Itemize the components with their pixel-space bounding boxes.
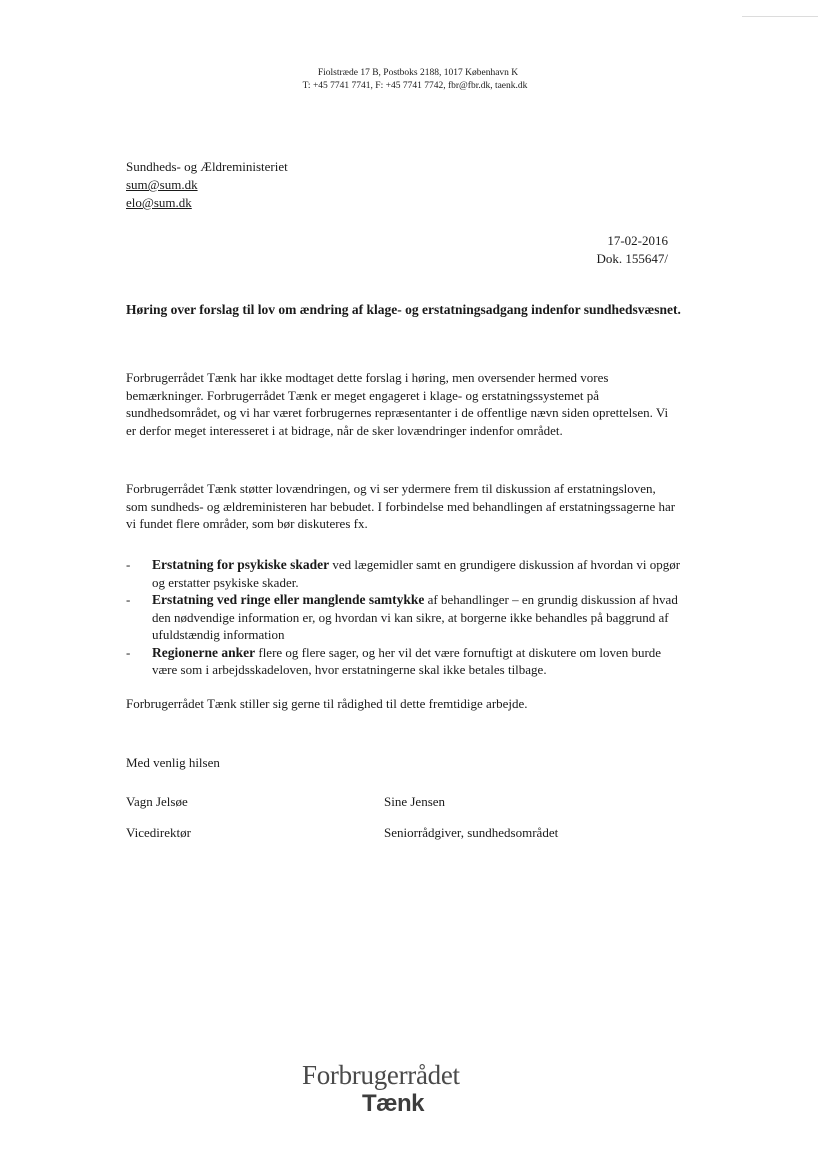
closing-greeting: Med venlig hilsen (126, 755, 220, 770)
recipient-block (126, 158, 288, 212)
bullet-heading: Regionerne anker (152, 644, 256, 660)
bullet-item (126, 556, 686, 591)
letter-subject: Høring over forslag til lov om ændring af klage- og erstatningsadgang indenfor sundhedsvæsnet. (126, 302, 681, 317)
bullet-text: flere og flere sager, og her vil det være fornuftigt at diskutere om loven burde være som i arbejdsskadeloven, hvor erstatningerne skal ikke betales tilbage. (152, 644, 662, 677)
bullet-dash: - (126, 557, 131, 572)
letter-date: 17-02-2016 (607, 233, 668, 248)
bullet-text: ved lægemidler samt en grundigere diskussion af hvordan vi opgør og erstatter psykiske skader. (152, 557, 681, 590)
bullet-item (126, 644, 686, 679)
recipient-name: Sundheds- og Ældreministeriet (126, 159, 288, 174)
signatory-title-1: Vicedirektør (126, 825, 191, 840)
bullet-dash: - (126, 644, 131, 660)
logo-line-2: Tænk (362, 1090, 425, 1117)
recipient-email-link-2[interactable]: elo@sum.dk (126, 195, 192, 210)
forbrugerraadet-logo (302, 1060, 502, 1118)
bullet-heading: Erstatning for psykiske skader (152, 557, 330, 572)
signatory-name-2: Sine Jensen (384, 794, 446, 809)
signatory-name-1: Vagn Jelsøe (126, 794, 188, 809)
bullet-list (126, 556, 686, 679)
bullet-text: af behandlinger – en grundig diskussion af hvad den nødvendige information er, og hvordan vi kan sikre, at borgerne ikke behandles på baggrund af ufuldstændig information (152, 592, 678, 642)
document-reference: Dok. 155647/ (596, 251, 668, 266)
scan-edge-line (742, 16, 818, 17)
letterhead-address: Fiolstræde 17 B, Postboks 2188, 1017 København K (317, 68, 519, 78)
paragraph-support: Forbrugerrådet Tænk støtter lovændringen, og vi ser ydermere frem til diskussion af erstatningsloven, som sundheds- og ældreministeren har bebudet. I forbindelse med behandlingen af erstatningssagerne har vi fundet flere områder, som bør diskuteres fx. (126, 481, 676, 531)
letterhead-contact: T: +45 7741 7741, F: +45 7741 7742, fbr@fbr.dk, taenk.dk (302, 81, 528, 91)
bullet-dash: - (126, 592, 131, 607)
bullet-heading: Erstatning ved ringe eller manglende samtykke (152, 592, 425, 607)
paragraph-intro: Forbrugerrådet Tænk har ikke modtaget dette forslag i høring, men oversender hermed vores bemærkninger. Forbrugerrådet Tænk er meget engageret i klage- og erstatningssystemet på sundhedsområdet, og vi har været forbrugernes repræsentanter i de offentlige nævn siden oprettelsen. Vi er derfor meget interesseret i at bidrage, når de sker lovændringer indenfor området. (126, 370, 669, 438)
bullet-item (126, 591, 686, 644)
date-block (597, 232, 669, 268)
paragraph-offer: Forbrugerrådet Tænk stiller sig gerne til rådighed til dette fremtidige arbejde. (126, 696, 528, 711)
recipient-email-link-1[interactable]: sum@sum.dk (126, 177, 198, 192)
logo-line-1: Forbrugerrådet (302, 1060, 460, 1090)
signatory-title-2: Seniorrådgiver, sundhedsområdet (384, 825, 559, 840)
